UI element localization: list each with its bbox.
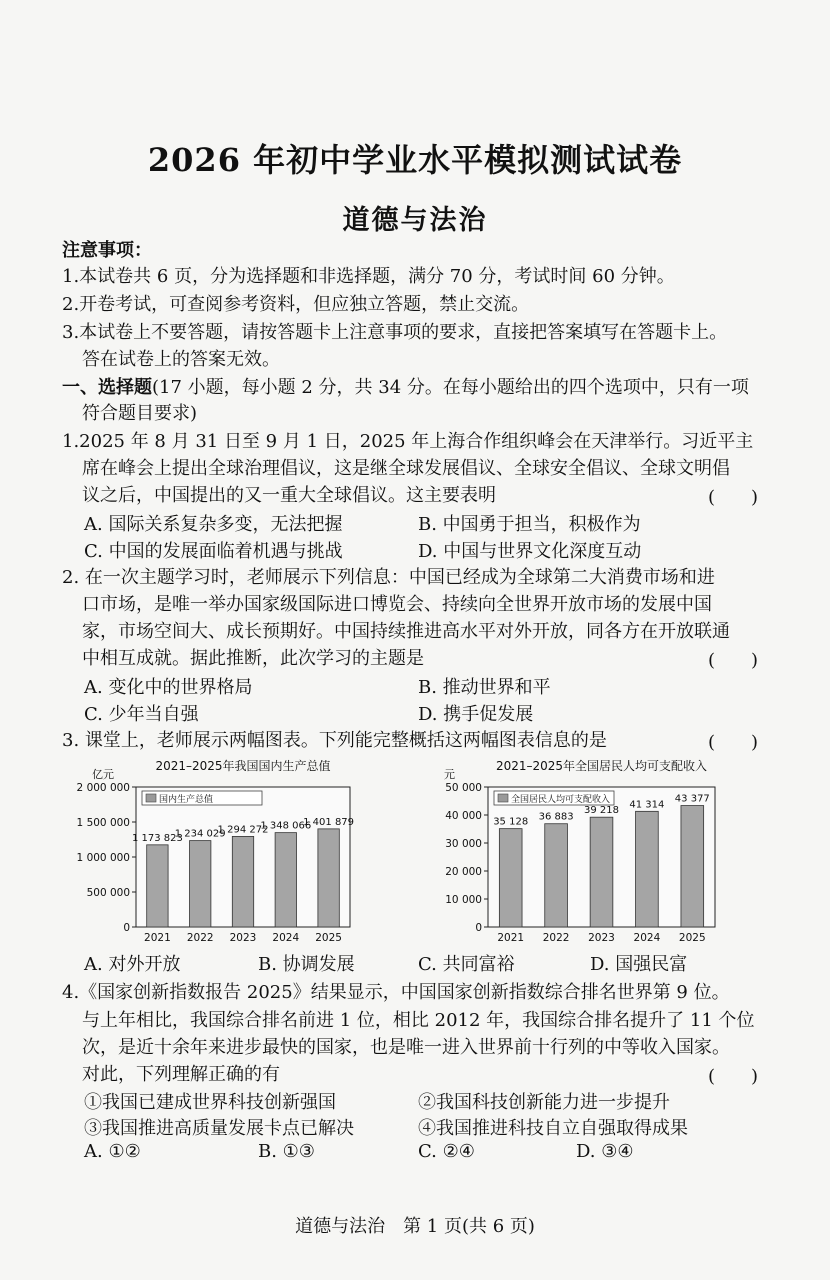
q3-line: 3. 课堂上，老师展示两幅图表。下列能完整概括这两幅图表信息的是 — [62, 730, 607, 751]
q2-answer-bracket: ( ) — [707, 650, 758, 671]
legend-swatch — [498, 794, 508, 802]
x-tick-label: 2024 — [272, 932, 300, 944]
q4-line-4: 对此，下列理解正确的有 — [82, 1064, 280, 1085]
bar-2022 — [545, 824, 568, 927]
q4-statement-4: ④我国推进科技自立自强取得成果 — [418, 1118, 688, 1139]
q3-option-b: B. 协调发展 — [258, 954, 355, 975]
x-tick-label: 2023 — [229, 932, 257, 944]
chart-title: 2021–2025年全国居民人均可支配收入 — [495, 759, 708, 773]
q4-option-a: A. ①② — [84, 1141, 141, 1162]
x-tick-label: 2022 — [186, 932, 214, 944]
chart-title: 2021–2025年我国国内生产总值 — [155, 759, 331, 773]
bar-value-label: 43 377 — [674, 793, 710, 805]
y-tick-label: 1 500 000 — [76, 817, 130, 829]
y-tick-label: 10 000 — [445, 894, 482, 906]
bar-value-label: 1 234 029 — [174, 828, 226, 840]
bar-2021 — [147, 845, 168, 927]
q2-option-a: A. 变化中的世界格局 — [84, 677, 253, 698]
y-axis-unit: 亿元 — [92, 768, 114, 781]
bar-value-label: 1 401 879 — [303, 816, 355, 828]
q1-line-2: 席在峰会上提出全球治理倡议，这是继全球发展倡议、全球安全倡议、全球文明倡 — [82, 458, 730, 479]
bar-2025 — [681, 806, 704, 927]
x-tick-label: 2025 — [315, 932, 342, 944]
bar-value-label: 39 218 — [584, 805, 619, 817]
y-axis-unit: 元 — [444, 768, 455, 781]
legend-swatch — [146, 794, 156, 802]
q2-option-c: C. 少年当自强 — [84, 704, 199, 725]
q4-statement-3: ③我国推进高质量发展卡点已解决 — [84, 1118, 354, 1139]
y-tick-label: 2 000 000 — [76, 782, 130, 794]
q1-option-c: C. 中国的发展面临着机遇与挑战 — [84, 541, 343, 562]
bar-2021 — [499, 829, 522, 927]
q1-option-a: A. 国际关系复杂多变，无法把握 — [84, 514, 343, 535]
q4-line-3: 次，是近十余年来进步最快的国家，也是唯一进入世界前十行列的中等收入国家。 — [82, 1037, 730, 1058]
bar-2025 — [318, 829, 339, 927]
y-tick-label: 20 000 — [445, 866, 482, 878]
q3-option-d: D. 国强民富 — [590, 954, 688, 975]
q2-option-d: D. 携手促发展 — [418, 704, 534, 725]
q2-line-1: 2. 在一次主题学习时，老师展示下列信息：中国已经成为全球第二大消费市场和进 — [62, 567, 715, 588]
q2-option-b: B. 推动世界和平 — [418, 677, 551, 698]
legend-label: 国内生产总值 — [159, 795, 214, 805]
y-tick-label: 50 000 — [445, 782, 482, 794]
q3-answer-bracket: ( ) — [707, 732, 758, 753]
q4-statement-1: ①我国已建成世界科技创新强国 — [84, 1092, 336, 1113]
notice-item-2: 2.开卷考试，可查阅参考资料，但应独立答题，禁止交流。 — [62, 294, 530, 315]
section-heading — [62, 375, 749, 401]
y-tick-label: 30 000 — [445, 838, 482, 850]
q4-option-b: B. ①③ — [258, 1141, 315, 1162]
bar-value-label: 1 173 823 — [131, 832, 183, 844]
q4-answer-bracket: ( ) — [707, 1066, 758, 1087]
q1-option-b: B. 中国勇于担当，积极作为 — [418, 514, 641, 535]
q1-option-d: D. 中国与世界文化深度互动 — [418, 541, 642, 562]
q4-line-1: 4.《国家创新指数报告 2025》结果显示，中国国家创新指数综合排名世界第 9 位。 — [62, 982, 730, 1003]
q3-option-c: C. 共同富裕 — [418, 954, 515, 975]
q2-line-2: 口市场，是唯一举办国家级国际进口博览会、持续向全世界开放市场的发展中国 — [82, 594, 712, 615]
x-tick-label: 2025 — [678, 932, 706, 944]
exam-title: 2026 年初中学业水平模拟测试试卷 — [147, 141, 683, 179]
section-label: 一、选择题 — [62, 377, 152, 398]
bar-2022 — [190, 841, 211, 927]
y-tick-label: 0 — [475, 922, 482, 934]
q2-line-4: 中相互成就。据此推断，此次学习的主题是 — [82, 648, 424, 669]
notice-heading: 注意事项： — [62, 240, 152, 261]
bar-value-label: 35 128 — [493, 816, 529, 828]
page-footer: 道德与法治 第 1 页(共 6 页) — [295, 1216, 535, 1237]
bar-value-label: 41 314 — [629, 799, 665, 811]
q3-charts — [60, 752, 780, 947]
x-tick-label: 2021 — [144, 932, 171, 944]
bar-value-label: 1 294 272 — [217, 824, 269, 836]
bar-2024 — [636, 811, 659, 927]
bar-value-label: 36 883 — [538, 811, 574, 823]
q3-option-a: A. 对外开放 — [84, 954, 181, 975]
bar-value-label: 1 348 066 — [260, 820, 312, 832]
notice-item-1: 1.本试卷共 6 页，分为选择题和非选择题，满分 70 分，考试时间 60 分钟。 — [62, 266, 675, 287]
q1-line-3: 议之后，中国提出的又一重大全球倡议。这主要表明 — [82, 485, 496, 506]
q4-statement-2: ②我国科技创新能力进一步提升 — [418, 1092, 670, 1113]
y-tick-label: 40 000 — [445, 810, 482, 822]
bar-2023 — [232, 836, 253, 927]
y-tick-label: 1 000 000 — [76, 852, 130, 864]
section-desc: (17 小题，每小题 2 分，共 34 分。在每小题给出的四个选项中，只有一项 — [152, 377, 749, 398]
gdp-chart — [77, 758, 355, 944]
q2-line-3: 家，市场空间大、成长预期好。中国持续推进高水平对外开放，同各方在开放联通 — [82, 621, 730, 642]
bar-2023 — [590, 817, 613, 927]
x-tick-label: 2023 — [588, 932, 615, 944]
subject-title: 道德与法治 — [342, 205, 488, 236]
income-chart — [444, 758, 715, 944]
y-tick-label: 500 000 — [86, 887, 130, 899]
q4-option-d: D. ③④ — [576, 1141, 634, 1162]
section-desc-cont: 符合题目要求) — [82, 403, 198, 424]
q1-answer-bracket: ( ) — [707, 487, 758, 508]
notice-item-3: 3.本试卷上不要答题，请按答题卡上注意事项的要求，直接把答案填写在答题卡上。 — [62, 322, 728, 343]
legend-label: 全国居民人均可支配收入 — [511, 795, 611, 805]
q1-line-1: 1.2025 年 8 月 31 日至 9 月 1 日，2025 年上海合作组织峰会在天津举行。习近平主 — [62, 431, 754, 452]
y-tick-label: 0 — [123, 922, 130, 934]
q4-option-c: C. ②④ — [418, 1141, 475, 1162]
bar-2024 — [275, 833, 296, 927]
x-tick-label: 2022 — [542, 932, 570, 944]
notice-item-3-cont: 答在试卷上的答案无效。 — [82, 349, 280, 370]
q4-line-2: 与上年相比，我国综合排名前进 1 位，相比 2012 年，我国综合排名提升了 11 个位 — [82, 1010, 755, 1031]
x-tick-label: 2021 — [497, 932, 525, 944]
x-tick-label: 2024 — [633, 932, 661, 944]
